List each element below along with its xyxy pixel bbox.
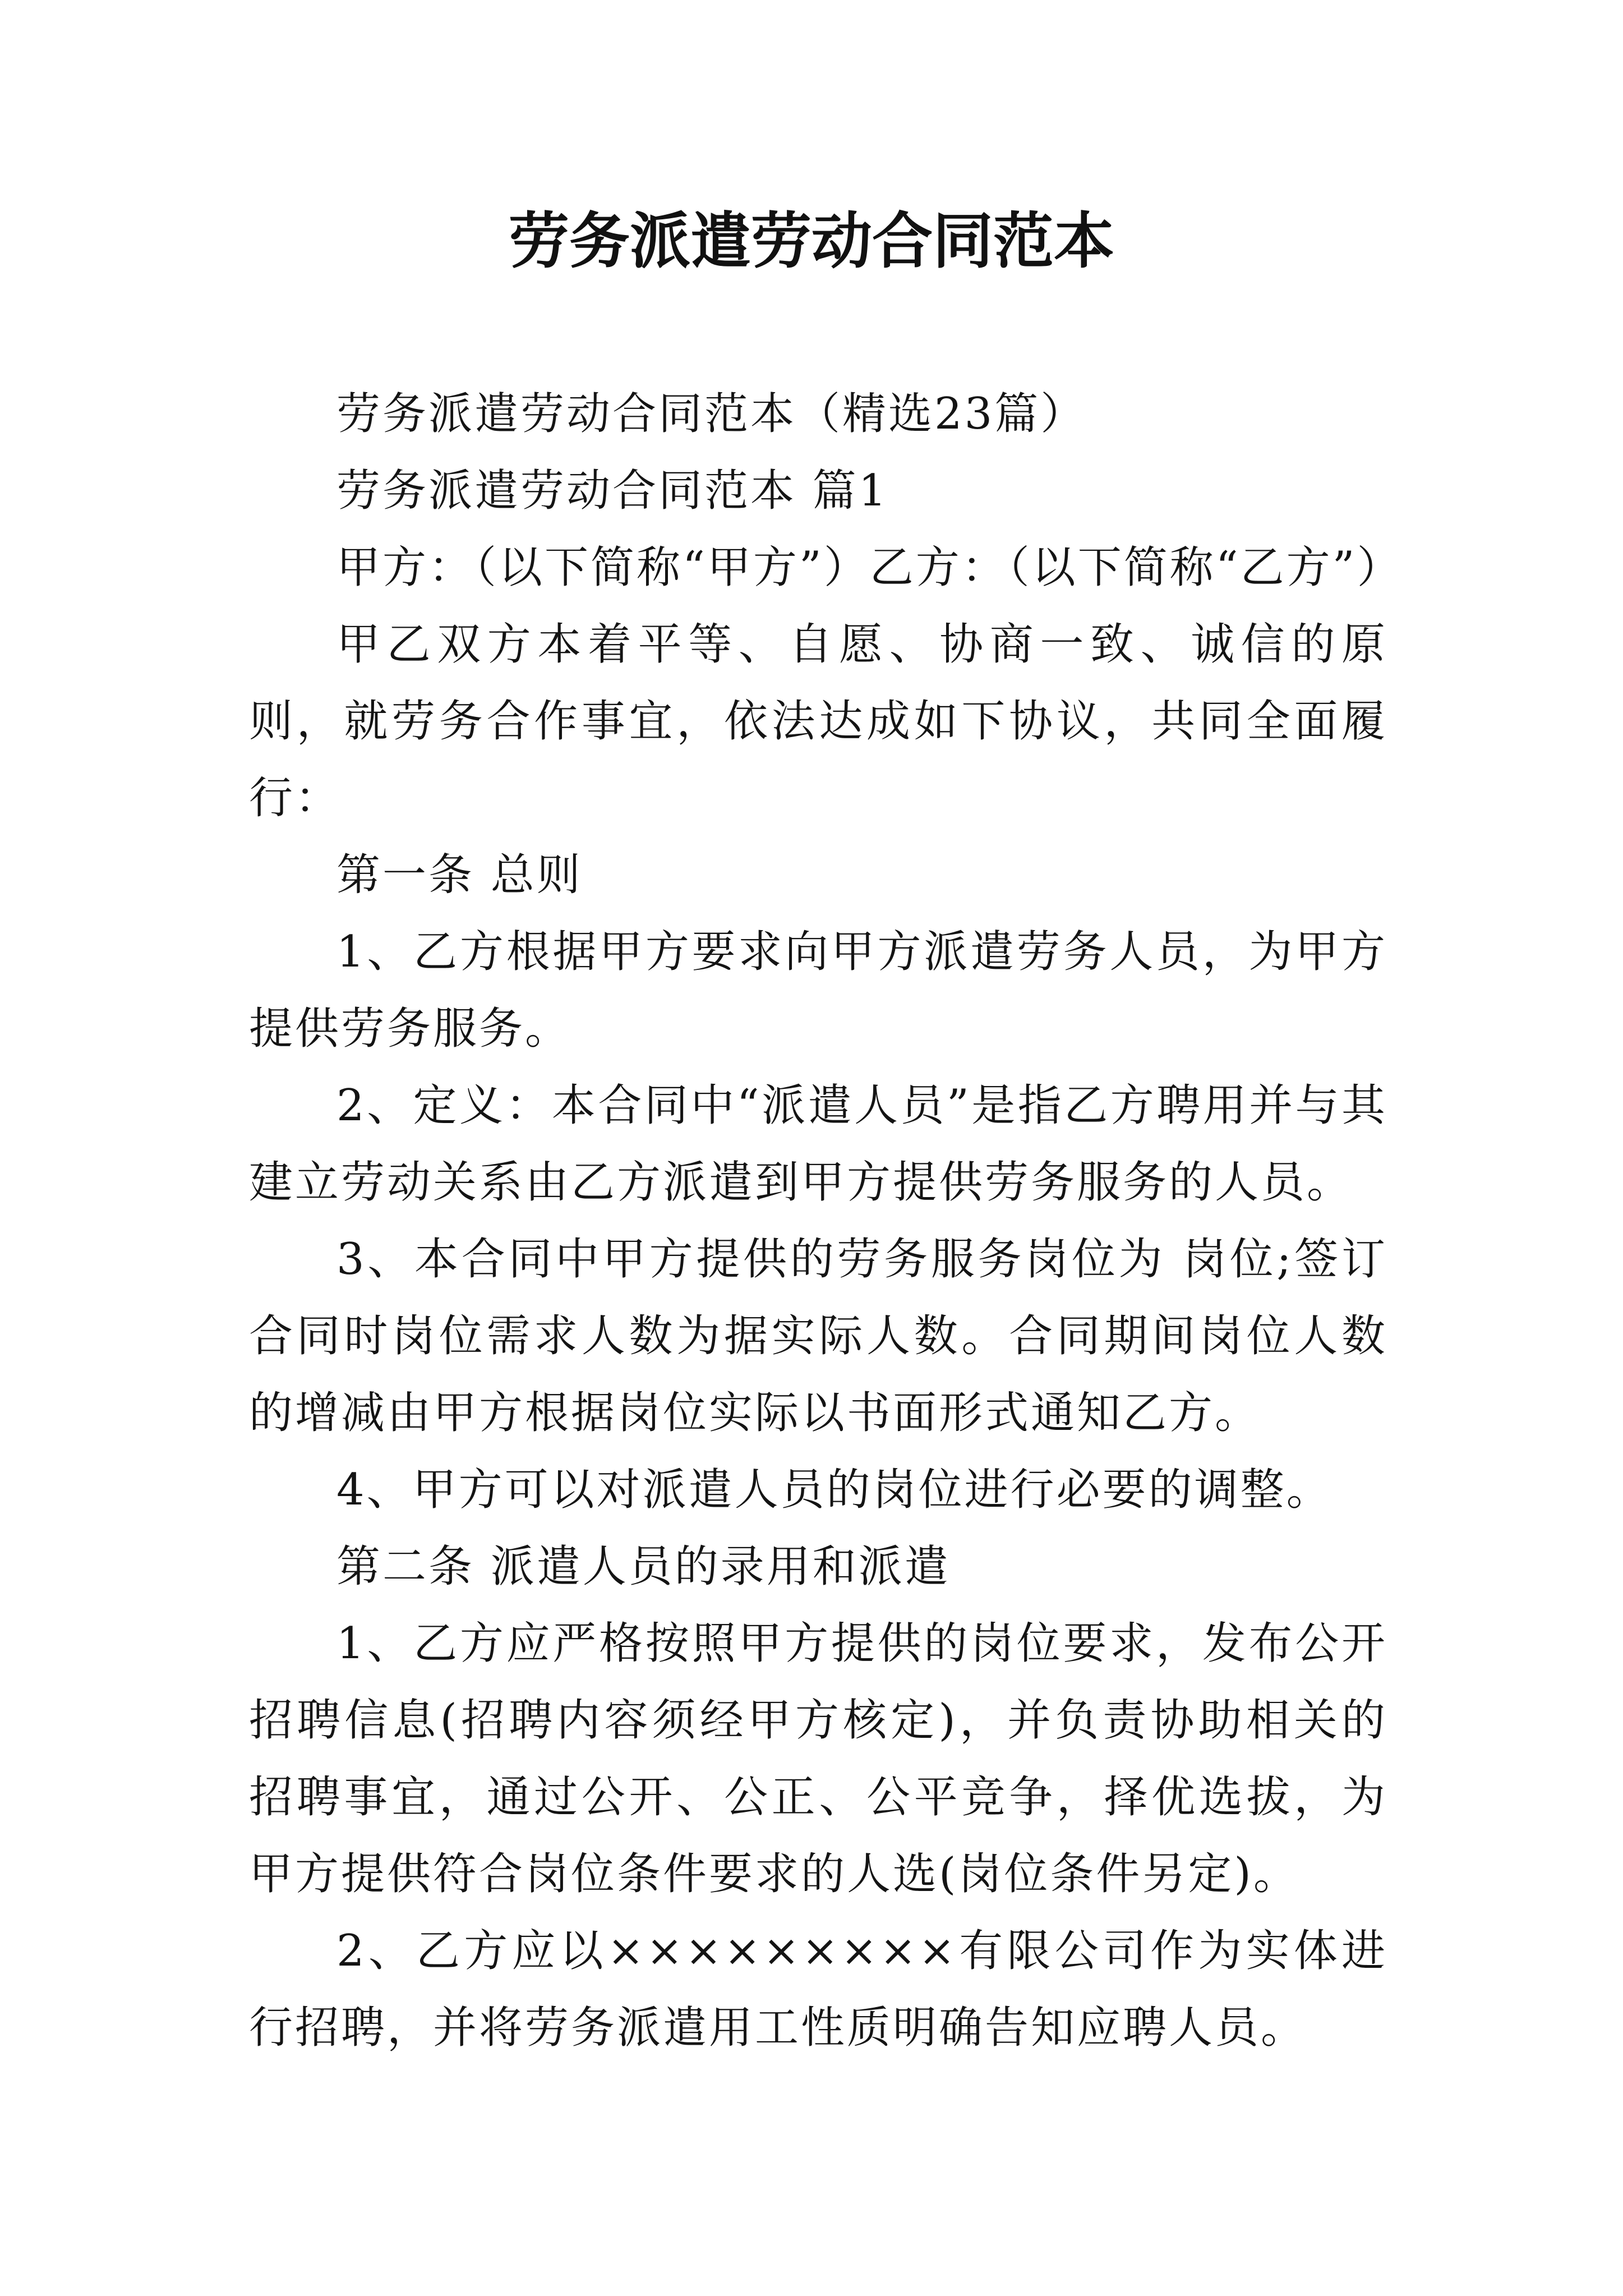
paragraph-article-1-item-2: 2、定义：本合同中“派遣人员”是指乙方聘用并与其建立劳动关系由乙方派遣到甲方提供劳务服务的人员。 bbox=[249, 1080, 1387, 1208]
paragraph-article-1-item-4: 4、甲方可以对派遣人员的岗位进行必要的调整。 bbox=[336, 1465, 1332, 1515]
paragraph-article-2-item-2: 2、乙方应以×××××××××有限公司作为实体进行招聘，并将劳务派遣用工性质明确告知应聘人员。 bbox=[249, 1926, 1387, 2053]
document-body bbox=[249, 376, 1403, 2067]
paragraph-subtitle: 劳务派遣劳动合同范本（精选23篇） bbox=[336, 389, 1087, 439]
paragraph-preamble: 甲乙双方本着平等、自愿、协商一致、诚信的原则，就劳务合作事宜，依法达成如下协议，共同全面履行： bbox=[249, 619, 1387, 823]
paragraph-article-2-heading: 第二条 派遣人员的录用和派遣 bbox=[336, 1542, 951, 1592]
paragraph-section-heading: 劳务派遣劳动合同范本 篇1 bbox=[336, 466, 889, 516]
paragraph-article-1-item-1: 1、乙方根据甲方要求向甲方派遣劳务人员，为甲方提供劳务服务。 bbox=[249, 927, 1387, 1054]
paragraph-article-1-item-3: 3、本合同中甲方提供的劳务服务岗位为 岗位;签订合同时岗位需求人数为据实际人数。合同期间岗位人数的增减由甲方根据岗位实际以书面形式通知乙方。 bbox=[249, 1234, 1387, 1438]
paragraph-parties: 甲方：（以下简称“甲方”）乙方：（以下简称“乙方”） bbox=[336, 542, 1403, 593]
paragraph-article-2-item-1: 1、乙方应严格按照甲方提供的岗位要求，发布公开招聘信息(招聘内容须经甲方核定)，并负责协助相关的招聘事宜，通过公开、公正、公平竞争，择优选拔，为甲方提供符合岗位条件要求的人选(岗位条件另定)。 bbox=[249, 1618, 1387, 1899]
document-title: 劳务派遣劳动合同范本 bbox=[508, 206, 1114, 277]
paragraph-article-1-heading: 第一条 总则 bbox=[336, 850, 583, 900]
